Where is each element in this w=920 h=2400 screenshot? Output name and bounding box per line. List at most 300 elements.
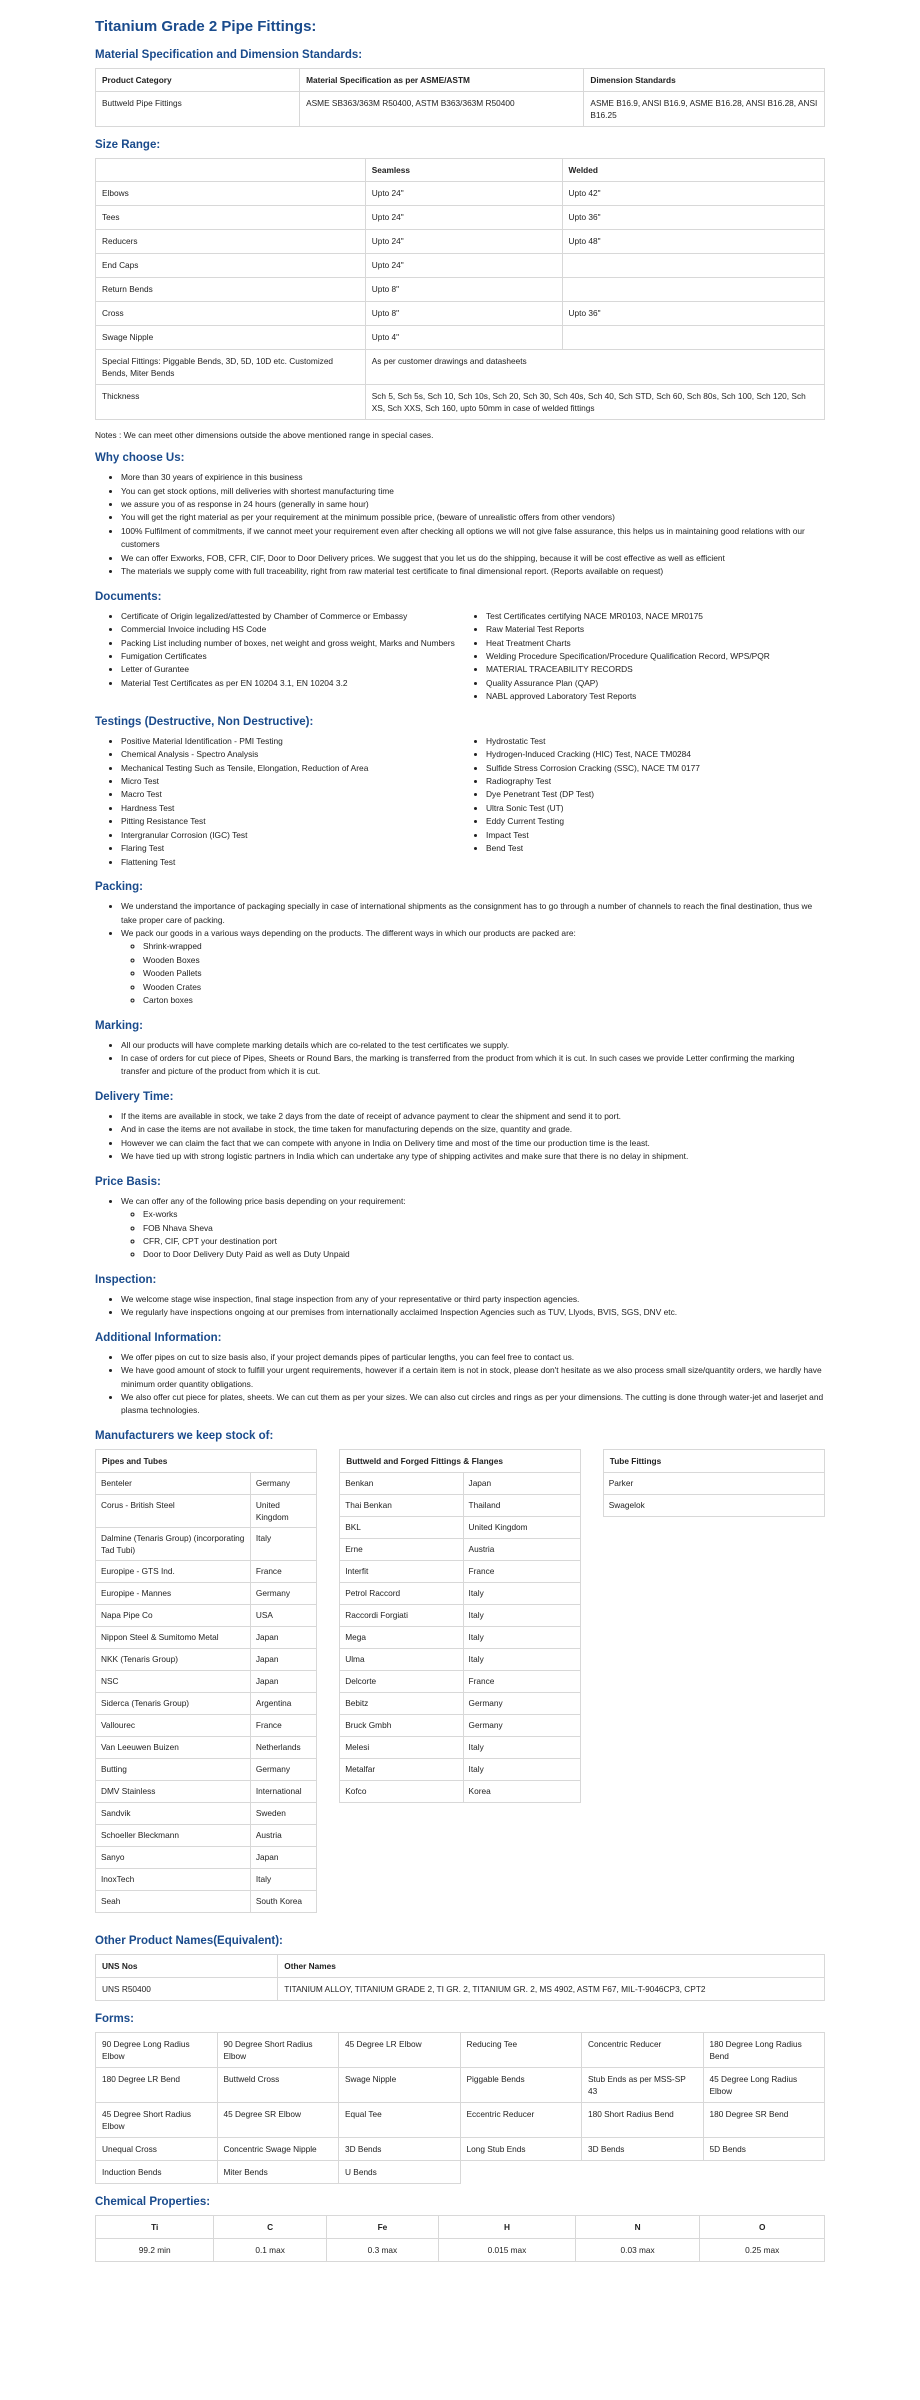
list-item: • We welcome stage wise inspection, final stage inspection from any of your representative or third party inspection agencies. bbox=[121, 1293, 825, 1306]
other-names-header: Other Names bbox=[278, 1954, 825, 1977]
manufacturer-name: Seah bbox=[96, 1890, 251, 1912]
table-row bbox=[340, 1560, 581, 1582]
manufacturer-name: Mega bbox=[340, 1626, 463, 1648]
form-cell: Miter Bends bbox=[217, 2161, 339, 2184]
size-cell: Reducers bbox=[96, 230, 366, 254]
list-item: • Quality Assurance Plan (QAP) bbox=[486, 677, 825, 690]
table-row bbox=[340, 1582, 581, 1604]
size-cell: Upto 36" bbox=[562, 206, 824, 230]
why-heading: Why choose Us: bbox=[95, 452, 185, 465]
size-row bbox=[96, 230, 825, 254]
form-cell: Concentric Reducer bbox=[582, 2032, 704, 2067]
spec-cell: ASME SB363/363M R50400, ASTM B363/363M R50400 bbox=[300, 92, 584, 127]
form-cell: Stub Ends as per MSS-SP 43 bbox=[582, 2068, 704, 2103]
size-header: Seamless bbox=[365, 159, 562, 182]
list-item: • We understand the importance of packaging specially in case of international shipments as the consignment has to go through a number of channels to reach the final destination, thus we take proper care of packing. bbox=[121, 900, 825, 927]
list-item-text: We can offer any of the following price basis depending on your requirement: bbox=[121, 1195, 406, 1206]
packing-heading: Packing: bbox=[95, 881, 143, 894]
manufacturer-name: Nippon Steel & Sumitomo Metal bbox=[96, 1626, 251, 1648]
list-item: • In case of orders for cut piece of Pipes, Sheets or Round Bars, the marking is transferred from the product from which it is cut. In such cases we provide Letter confirming the marking transfer and picture of the product from which it is cut. bbox=[121, 1052, 825, 1079]
size-special-value: As per customer drawings and datasheets bbox=[365, 350, 824, 385]
size-cell bbox=[562, 326, 824, 350]
chemical-value: 0.03 max bbox=[575, 2239, 700, 2262]
packing-sub-list bbox=[121, 940, 825, 1007]
size-cell: Return Bends bbox=[96, 278, 366, 302]
form-cell bbox=[460, 2161, 582, 2184]
size-row bbox=[96, 254, 825, 278]
table-row bbox=[96, 1890, 317, 1912]
table-row bbox=[603, 1494, 824, 1516]
table-row bbox=[96, 2068, 825, 2103]
manufacturer-name: Dalmine (Tenaris Group) (incorporating Tad Tubi) bbox=[96, 1527, 251, 1560]
table-row bbox=[96, 1648, 317, 1670]
table-row bbox=[96, 1692, 317, 1714]
size-cell: Tees bbox=[96, 206, 366, 230]
chemical-heading: Chemical Properties: bbox=[95, 2196, 211, 2209]
size-thickness-value: Sch 5, Sch 5s, Sch 10, Sch 10s, Sch 20, Sch 30, Sch 40s, Sch 40, Sch STD, Sch 60, Sch 80s, Sch 100, Sch 120, Sch XS, Sch XXS, Sch 160, upto 50mm in case of welded fittings bbox=[365, 385, 824, 420]
manufacturer-country: Argentina bbox=[250, 1692, 316, 1714]
testings-left-list bbox=[95, 735, 460, 869]
list-item: • More than 30 years of expirience in this business bbox=[121, 471, 825, 484]
table-row bbox=[340, 1516, 581, 1538]
delivery-heading: Delivery Time: bbox=[95, 1090, 174, 1103]
price-sub-list bbox=[121, 1208, 825, 1262]
sub-list-item: ◦ Carton boxes bbox=[143, 994, 825, 1007]
other-names-table bbox=[95, 1954, 825, 2001]
table-row bbox=[603, 1472, 824, 1494]
list-item: • Radiography Test bbox=[486, 775, 825, 788]
size-cell: Upto 4" bbox=[365, 326, 562, 350]
manufacturer-country: Austria bbox=[250, 1824, 316, 1846]
manufacturer-country: Italy bbox=[463, 1736, 580, 1758]
table-row bbox=[340, 1758, 581, 1780]
form-cell: Long Stub Ends bbox=[460, 2138, 582, 2161]
table-row bbox=[340, 1494, 581, 1516]
size-cell: Upto 24" bbox=[365, 182, 562, 206]
sub-list-item: ◦ CFR, CIF, CPT your destination port bbox=[143, 1235, 825, 1248]
size-cell: End Caps bbox=[96, 254, 366, 278]
manufacturer-name: Butting bbox=[96, 1758, 251, 1780]
sub-list-item: ◦ Wooden Pallets bbox=[143, 967, 825, 980]
form-cell: 45 Degree Short Radius Elbow bbox=[96, 2103, 218, 2138]
testings-heading: Testings (Destructive, Non Destructive): bbox=[95, 715, 314, 728]
list-item: • And in case the items are not availabe in stock, the time taken for manufacturing depends on the size, quantity and grade. bbox=[121, 1123, 825, 1136]
chemical-value: 99.2 min bbox=[96, 2239, 214, 2262]
manufacturer-name: Melesi bbox=[340, 1736, 463, 1758]
table-row bbox=[96, 1472, 317, 1494]
list-item: • We regularly have inspections ongoing at our premises from internationally acclaimed Inspection Agencies such as TUV, Llyods, BVIS, SGS, DNV etc. bbox=[121, 1306, 825, 1319]
list-item: • Raw Material Test Reports bbox=[486, 623, 825, 636]
list-item: • All our products will have complete marking details which are co-related to the test certificates we supply. bbox=[121, 1039, 825, 1052]
manufacturer-name: Ulma bbox=[340, 1648, 463, 1670]
documents-right-list bbox=[460, 610, 825, 704]
manufacturer-country: United Kingdom bbox=[463, 1516, 580, 1538]
size-cell: Upto 8" bbox=[365, 278, 562, 302]
form-cell: U Bends bbox=[339, 2161, 461, 2184]
other-names-cell: UNS R50400 bbox=[96, 1977, 278, 2000]
inspection-list bbox=[95, 1293, 825, 1320]
manufacturer-country: Italy bbox=[250, 1868, 316, 1890]
list-item: • Hydrostatic Test bbox=[486, 735, 825, 748]
table-row bbox=[96, 1582, 317, 1604]
manufacturer-name: Schoeller Bleckmann bbox=[96, 1824, 251, 1846]
manufacturer-name: Thai Benkan bbox=[340, 1494, 463, 1516]
table-row bbox=[96, 2103, 825, 2138]
table-row bbox=[96, 1846, 317, 1868]
manufacturer-country: Thailand bbox=[463, 1494, 580, 1516]
list-item: • Hardness Test bbox=[121, 802, 460, 815]
spec-cell: Buttweld Pipe Fittings bbox=[96, 92, 300, 127]
manufacturer-country: Japan bbox=[250, 1626, 316, 1648]
price-list bbox=[95, 1195, 825, 1262]
table-row bbox=[96, 1714, 317, 1736]
manufacturer-country: Japan bbox=[463, 1472, 580, 1494]
list-item: • Heat Treatment Charts bbox=[486, 637, 825, 650]
list-item: • Macro Test bbox=[121, 788, 460, 801]
price-heading: Price Basis: bbox=[95, 1175, 161, 1188]
manufacturer-name: Siderca (Tenaris Group) bbox=[96, 1692, 251, 1714]
manufacturer-country: Italy bbox=[463, 1758, 580, 1780]
other-names-cell: TITANIUM ALLOY, TITANIUM GRADE 2, TI GR. 2, TITANIUM GR. 2, MS 4902, ASTM F67, MIL-T-9046CP3, CPT2 bbox=[278, 1977, 825, 2000]
size-cell: Upto 24" bbox=[365, 230, 562, 254]
pipes-table bbox=[95, 1449, 317, 1913]
size-cell bbox=[562, 254, 824, 278]
size-header bbox=[96, 159, 366, 182]
chemical-element: N bbox=[575, 2216, 700, 2239]
manufacturer-country: Japan bbox=[250, 1846, 316, 1868]
manufacturer-country: Italy bbox=[250, 1527, 316, 1560]
manufacturers-tables bbox=[95, 1449, 825, 1913]
manufacturer-name: Sanyo bbox=[96, 1846, 251, 1868]
manufacturer-country: International bbox=[250, 1780, 316, 1802]
form-cell: 45 Degree Long Radius Elbow bbox=[703, 2068, 825, 2103]
list-item: • Hydrogen-Induced Cracking (HIC) Test, NACE TM0284 bbox=[486, 748, 825, 761]
spec-header: Dimension Standards bbox=[584, 69, 825, 92]
list-item: • Impact Test bbox=[486, 829, 825, 842]
table-row bbox=[96, 1736, 317, 1758]
list-item: • We have good amount of stock to fulfill your urgent requirements, however if a certain item is not in stock, please don't hesitate as we also process small size/quantity orders, we hardly have minimum order quantity obligations. bbox=[121, 1364, 825, 1391]
why-list bbox=[95, 471, 825, 579]
list-item: • Mechanical Testing Such as Tensile, Elongation, Reduction of Area bbox=[121, 762, 460, 775]
table-row bbox=[96, 1758, 317, 1780]
manufacturer-name: Vallourec bbox=[96, 1714, 251, 1736]
delivery-list bbox=[95, 1110, 825, 1164]
list-item: • Commercial Invoice including HS Code bbox=[121, 623, 460, 636]
manufacturer-country: Sweden bbox=[250, 1802, 316, 1824]
table-row bbox=[96, 1802, 317, 1824]
documents-heading: Documents: bbox=[95, 590, 162, 603]
form-cell: Swage Nipple bbox=[339, 2068, 461, 2103]
form-cell: 3D Bends bbox=[339, 2138, 461, 2161]
table-row bbox=[96, 1626, 317, 1648]
other-names-heading: Other Product Names(Equivalent): bbox=[95, 1934, 283, 1947]
form-cell bbox=[703, 2161, 825, 2184]
manufacturer-name: Bruck Gmbh bbox=[340, 1714, 463, 1736]
spec-heading: Material Specification and Dimension Standards: bbox=[95, 49, 363, 61]
spec-header: Product Category bbox=[96, 69, 300, 92]
table-row bbox=[96, 2161, 825, 2184]
size-cell: Elbows bbox=[96, 182, 366, 206]
manufacturer-name: Europipe - Mannes bbox=[96, 1582, 251, 1604]
table-row bbox=[340, 1736, 581, 1758]
list-item: • Micro Test bbox=[121, 775, 460, 788]
chemical-value: 0.3 max bbox=[326, 2239, 438, 2262]
size-cell: Upto 48" bbox=[562, 230, 824, 254]
list-item: • Flattening Test bbox=[121, 856, 460, 869]
table-row bbox=[96, 1560, 317, 1582]
pipes-header: Pipes and Tubes bbox=[96, 1449, 317, 1472]
list-item: • Pitting Resistance Test bbox=[121, 815, 460, 828]
list-item: • You will get the right material as per your requirement at the minimum possible price, (beware of unrealistic offers from other vendors) bbox=[121, 511, 825, 524]
size-cell: Upto 36" bbox=[562, 302, 824, 326]
manufacturer-name: Benteler bbox=[96, 1472, 251, 1494]
size-heading: Size Range: bbox=[95, 139, 161, 152]
manufacturer-country: Germany bbox=[250, 1758, 316, 1780]
list-item: • Chemical Analysis - Spectro Analysis bbox=[121, 748, 460, 761]
size-row bbox=[96, 182, 825, 206]
form-cell: 180 Degree LR Bend bbox=[96, 2068, 218, 2103]
list-item bbox=[121, 927, 825, 1008]
table-row bbox=[96, 2138, 825, 2161]
size-note: Notes : We can meet other dimensions outside the above mentioned range in special cases. bbox=[95, 430, 434, 441]
spec-table bbox=[95, 68, 825, 127]
list-item: • Packing List including number of boxes, net weight and gross weight, Marks and Numbers bbox=[121, 637, 460, 650]
manufacturer-name: NSC bbox=[96, 1670, 251, 1692]
additional-heading: Additional Information: bbox=[95, 1331, 222, 1344]
table-row bbox=[96, 2032, 825, 2067]
manufacturer-country: Italy bbox=[463, 1648, 580, 1670]
table-row bbox=[340, 1538, 581, 1560]
table-row bbox=[96, 1824, 317, 1846]
manufacturer-name: Corus - British Steel bbox=[96, 1494, 251, 1527]
marking-list bbox=[95, 1039, 825, 1079]
form-cell: 45 Degree SR Elbow bbox=[217, 2103, 339, 2138]
list-item: • We have tied up with strong logistic partners in India which can undertake any type of shipping activites and make sure that there is no delay in shipment. bbox=[121, 1150, 825, 1163]
manufacturers-heading: Manufacturers we keep stock of: bbox=[95, 1429, 274, 1442]
list-item: • Sulfide Stress Corrosion Cracking (SSC), NACE TM 0177 bbox=[486, 762, 825, 775]
manufacturer-country: Germany bbox=[463, 1692, 580, 1714]
size-row bbox=[96, 278, 825, 302]
table-row bbox=[96, 1527, 317, 1560]
table-row bbox=[340, 1714, 581, 1736]
list-item: • The materials we supply come with full traceability, right from raw material test certificate to final dimensional report. (Reports available on request) bbox=[121, 565, 825, 578]
testings-columns bbox=[95, 735, 825, 869]
documents-left-list bbox=[95, 610, 460, 704]
forms-table bbox=[95, 2032, 825, 2184]
manufacturer-country: Netherlands bbox=[250, 1736, 316, 1758]
testings-right-list bbox=[460, 735, 825, 869]
list-item: • MATERIAL TRACEABILITY RECORDS bbox=[486, 663, 825, 676]
page-title: Titanium Grade 2 Pipe Fittings: bbox=[95, 18, 317, 35]
manufacturer-country: France bbox=[250, 1714, 316, 1736]
table-row bbox=[96, 1604, 317, 1626]
list-item-text: We pack our goods in a various ways depending on the products. The different ways in which our products are packed are: bbox=[121, 927, 576, 938]
manufacturer-name: Delcorte bbox=[340, 1670, 463, 1692]
manufacturer-country: USA bbox=[250, 1604, 316, 1626]
manufacturer-country: Germany bbox=[250, 1582, 316, 1604]
manufacturer-name: Napa Pipe Co bbox=[96, 1604, 251, 1626]
form-cell: 5D Bends bbox=[703, 2138, 825, 2161]
form-cell: Buttweld Cross bbox=[217, 2068, 339, 2103]
size-cell: Upto 24" bbox=[365, 254, 562, 278]
manufacturer-country: France bbox=[250, 1560, 316, 1582]
marking-heading: Marking: bbox=[95, 1019, 143, 1032]
size-cell: Cross bbox=[96, 302, 366, 326]
chemical-element: O bbox=[700, 2216, 825, 2239]
list-item: • Dye Penetrant Test (DP Test) bbox=[486, 788, 825, 801]
manufacturer-name: BKL bbox=[340, 1516, 463, 1538]
table-row bbox=[340, 1692, 581, 1714]
manufacturer-name: Parker bbox=[603, 1472, 824, 1494]
form-cell: Eccentric Reducer bbox=[460, 2103, 582, 2138]
list-item: • Letter of Gurantee bbox=[121, 663, 460, 676]
manufacturer-name: DMV Stainless bbox=[96, 1780, 251, 1802]
spec-cell: ASME B16.9, ANSI B16.9, ASME B16.28, ANSI B16.28, ANSI B16.25 bbox=[584, 92, 825, 127]
other-names-header: UNS Nos bbox=[96, 1954, 278, 1977]
manufacturer-name: Sandvik bbox=[96, 1802, 251, 1824]
documents-columns bbox=[95, 610, 825, 704]
form-cell: Concentric Swage Nipple bbox=[217, 2138, 339, 2161]
chemical-element: Fe bbox=[326, 2216, 438, 2239]
list-item: • Flaring Test bbox=[121, 842, 460, 855]
manufacturer-country: Italy bbox=[463, 1582, 580, 1604]
manufacturer-name: InoxTech bbox=[96, 1868, 251, 1890]
list-item: • 100% Fulfilment of commitments, if we cannot meet your requirement even after checking all options we will not give false assurance, this helps us in maintaining good relations with our customers bbox=[121, 525, 825, 552]
list-item: • If the items are available in stock, we take 2 days from the date of receipt of advance payment to clear the shipment and send it to port. bbox=[121, 1110, 825, 1123]
size-cell: Swage Nipple bbox=[96, 326, 366, 350]
list-item: • Intergranular Corrosion (IGC) Test bbox=[121, 829, 460, 842]
sub-list-item: ◦ Wooden Crates bbox=[143, 981, 825, 994]
size-thickness-label: Thickness bbox=[96, 385, 366, 420]
list-item: • We offer pipes on cut to size basis also, if your project demands pipes of particular lengths, you can feel free to contact us. bbox=[121, 1351, 825, 1364]
form-cell: Induction Bends bbox=[96, 2161, 218, 2184]
manufacturer-name: Van Leeuwen Buizen bbox=[96, 1736, 251, 1758]
manufacturer-name: Metalfar bbox=[340, 1758, 463, 1780]
form-cell: Reducing Tee bbox=[460, 2032, 582, 2067]
buttweld-header: Buttweld and Forged Fittings & Flanges bbox=[340, 1449, 581, 1472]
manufacturer-name: Erne bbox=[340, 1538, 463, 1560]
form-cell: 180 Degree Long Radius Bend bbox=[703, 2032, 825, 2067]
list-item: • Certificate of Origin legalized/attested by Chamber of Commerce or Embassy bbox=[121, 610, 460, 623]
list-item bbox=[121, 1195, 825, 1262]
form-cell: Unequal Cross bbox=[96, 2138, 218, 2161]
table-row bbox=[340, 1648, 581, 1670]
list-item: • However we can claim the fact that we can compete with anyone in India on Delivery time and most of the time our production time is the least. bbox=[121, 1137, 825, 1150]
list-item: • we assure you of as response in 24 hours (generally in same hour) bbox=[121, 498, 825, 511]
size-header: Welded bbox=[562, 159, 824, 182]
list-item: • Welding Procedure Specification/Procedure Qualification Record, WPS/PQR bbox=[486, 650, 825, 663]
size-cell: Upto 24" bbox=[365, 206, 562, 230]
manufacturer-country: South Korea bbox=[250, 1890, 316, 1912]
size-table bbox=[95, 158, 825, 420]
manufacturer-country: United Kingdom bbox=[250, 1494, 316, 1527]
form-cell: Equal Tee bbox=[339, 2103, 461, 2138]
list-item: • Material Test Certificates as per EN 10204 3.1, EN 10204 3.2 bbox=[121, 677, 460, 690]
form-cell: 90 Degree Short Radius Elbow bbox=[217, 2032, 339, 2067]
size-cell bbox=[562, 278, 824, 302]
manufacturer-name: Swagelok bbox=[603, 1494, 824, 1516]
table-row bbox=[340, 1626, 581, 1648]
manufacturer-country: France bbox=[463, 1670, 580, 1692]
list-item: • Fumigation Certificates bbox=[121, 650, 460, 663]
manufacturer-country: Germany bbox=[250, 1472, 316, 1494]
manufacturer-name: Europipe - GTS Ind. bbox=[96, 1560, 251, 1582]
list-item: • Test Certificates certifying NACE MR0103, NACE MR0175 bbox=[486, 610, 825, 623]
manufacturer-name: Interfit bbox=[340, 1560, 463, 1582]
size-row bbox=[96, 206, 825, 230]
buttweld-table bbox=[339, 1449, 581, 1803]
form-cell: 45 Degree LR Elbow bbox=[339, 2032, 461, 2067]
chemical-value: 0.015 max bbox=[439, 2239, 576, 2262]
chemical-table bbox=[95, 2215, 825, 2262]
manufacturer-name: Bebitz bbox=[340, 1692, 463, 1714]
chemical-value: 0.25 max bbox=[700, 2239, 825, 2262]
table-row bbox=[96, 1868, 317, 1890]
form-cell bbox=[582, 2161, 704, 2184]
sub-list-item: ◦ Shrink-wrapped bbox=[143, 940, 825, 953]
size-special-label: Special Fittings: Piggable Bends, 3D, 5D, 10D etc. Customized Bends, Miter Bends bbox=[96, 350, 366, 385]
list-item: • Positive Material Identification - PMI Testing bbox=[121, 735, 460, 748]
form-cell: 3D Bends bbox=[582, 2138, 704, 2161]
inspection-heading: Inspection: bbox=[95, 1273, 157, 1286]
forms-heading: Forms: bbox=[95, 2012, 134, 2025]
list-item: • NABL approved Laboratory Test Reports bbox=[486, 690, 825, 703]
manufacturer-country: Germany bbox=[463, 1714, 580, 1736]
list-item: • We can offer Exworks, FOB, CFR, CIF, Door to Door Delivery prices. We suggest that you let us do the shipping, because it will be cost effective as well as efficient bbox=[121, 552, 825, 565]
table-row bbox=[340, 1604, 581, 1626]
form-cell: 180 Degree SR Bend bbox=[703, 2103, 825, 2138]
table-row bbox=[96, 1780, 317, 1802]
manufacturer-name: Benkan bbox=[340, 1472, 463, 1494]
manufacturer-name: Kofco bbox=[340, 1780, 463, 1802]
form-cell: 180 Short Radius Bend bbox=[582, 2103, 704, 2138]
table-row bbox=[96, 1670, 317, 1692]
manufacturer-country: Italy bbox=[463, 1626, 580, 1648]
tube-header: Tube Fittings bbox=[603, 1449, 824, 1472]
list-item: • Eddy Current Testing bbox=[486, 815, 825, 828]
manufacturer-country: France bbox=[463, 1560, 580, 1582]
size-row bbox=[96, 302, 825, 326]
additional-list bbox=[95, 1351, 825, 1418]
manufacturer-country: Italy bbox=[463, 1604, 580, 1626]
manufacturer-country: Japan bbox=[250, 1648, 316, 1670]
sub-list-item: ◦ Wooden Boxes bbox=[143, 954, 825, 967]
table-row bbox=[340, 1472, 581, 1494]
list-item: • Ultra Sonic Test (UT) bbox=[486, 802, 825, 815]
sub-list-item: ◦ Door to Door Delivery Duty Paid as well as Duty Unpaid bbox=[143, 1248, 825, 1261]
chemical-element: C bbox=[214, 2216, 326, 2239]
tube-table bbox=[603, 1449, 825, 1517]
chemical-element: Ti bbox=[96, 2216, 214, 2239]
manufacturer-name: Raccordi Forgiati bbox=[340, 1604, 463, 1626]
size-cell: Upto 8" bbox=[365, 302, 562, 326]
sub-list-item: ◦ Ex-works bbox=[143, 1208, 825, 1221]
manufacturer-name: NKK (Tenaris Group) bbox=[96, 1648, 251, 1670]
packing-list bbox=[95, 900, 825, 1008]
chemical-element: H bbox=[439, 2216, 576, 2239]
table-row bbox=[340, 1780, 581, 1802]
form-cell: Piggable Bends bbox=[460, 2068, 582, 2103]
table-row bbox=[96, 1494, 317, 1527]
spec-header: Material Specification as per ASME/ASTM bbox=[300, 69, 584, 92]
size-row bbox=[96, 326, 825, 350]
table-row bbox=[340, 1670, 581, 1692]
chemical-value: 0.1 max bbox=[214, 2239, 326, 2262]
list-item: • We also offer cut piece for plates, sheets. We can cut them as per your sizes. We can also cut circles and rings as per your dimensions. The cutting is done through water-jet and laserjet and plasma technologies. bbox=[121, 1391, 825, 1418]
manufacturer-country: Korea bbox=[463, 1780, 580, 1802]
manufacturer-country: Japan bbox=[250, 1670, 316, 1692]
manufacturer-name: Petrol Raccord bbox=[340, 1582, 463, 1604]
